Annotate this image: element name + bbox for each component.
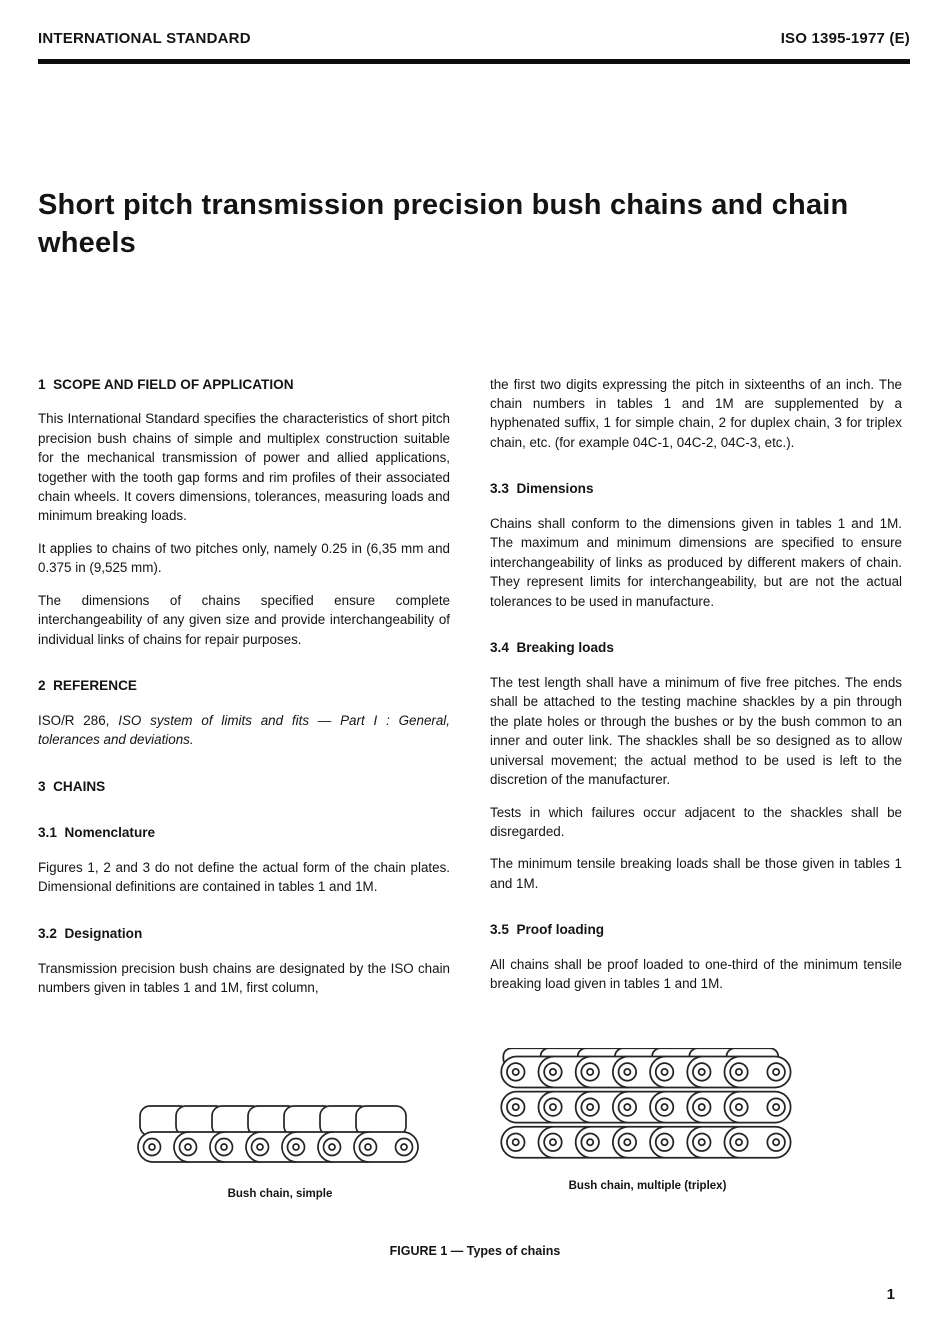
- section-3-4-paragraph-2: Tests in which failures occur adjacent to the shackles shall be disregarded.: [490, 804, 902, 839]
- section-3-5-heading: 3.5 Proof loading: [490, 922, 605, 938]
- section-3-5-paragraph-1: All chains shall be proof loaded to one-third of the minimum tensile breaking load given in tables 1 and 1M.: [490, 956, 902, 992]
- figure-bush-chain-multiple: [485, 1048, 810, 1192]
- header-rule: [38, 59, 910, 64]
- section-3-3-paragraph-1: Chains shall conform to the dimensions given in tables 1 and 1M. The maximum and minimum dimensions are specified to ensure interchangeability of links as produced by different makers of chain. They represent limits for interchangeability, but are not the actual tolerances to be used in manufacture.: [490, 515, 902, 609]
- body-columns: [38, 375, 910, 1011]
- caption-bush-chain-multiple: Bush chain, multiple (triplex): [568, 1180, 727, 1192]
- figure-1-label: FIGURE 1 — Types of chains: [389, 1244, 561, 1258]
- reference-number: ISO/R 286,: [38, 712, 119, 728]
- section-3-2-paragraph-1-continued: the first two digits expressing the pitch in sixteenths of an inch. The chain numbers in tables 1 and 1M are supplemented by a hyphenated suffix, 1 for simple chain, 2 for duplex chain, 3 for triplex chain, etc. (for example 04C-1, 04C-2, 04C-3, etc.).: [490, 376, 902, 450]
- reference-entry: [38, 711, 450, 750]
- section-3-1-heading: 3.1 Nomenclature: [38, 825, 156, 841]
- section-3-4-heading: 3.4 Breaking loads: [490, 640, 614, 656]
- section-1-paragraph-2: It applies to chains of two pitches only, namely 0.25 in (6,35 mm and 0.375 in (9,525 mm).: [38, 540, 450, 576]
- section-3-2-heading: 3.2 Designation: [38, 925, 143, 941]
- figure-bush-chain-simple: [125, 1104, 435, 1200]
- reference-title: ISO system of limits and fits — Part I : General, tolerances and deviations.: [38, 712, 450, 748]
- left-column: [38, 375, 450, 1011]
- section-3-heading: 3 CHAINS: [38, 778, 106, 794]
- section-2-heading: 2 REFERENCE: [38, 678, 137, 694]
- section-3-3-heading: 3.3 Dimensions: [490, 481, 594, 497]
- section-3-4-paragraph-3: The minimum tensile breaking loads shall be those given in tables 1 and 1M.: [490, 856, 902, 891]
- bush-chain-simple-illustration: [130, 1104, 430, 1166]
- section-1-paragraph-3: The dimensions of chains specified ensure complete interchangeability of any given size and provide interchangeability of individual links of chains for repair purposes.: [38, 592, 450, 647]
- right-column: [490, 375, 902, 1011]
- header-left-title: INTERNATIONAL STANDARD: [38, 30, 251, 47]
- section-1-heading: 1 SCOPE AND FIELD OF APPLICATION: [38, 376, 294, 392]
- bush-chain-triplex-illustration: [493, 1048, 803, 1160]
- section-3-2-paragraph-1: Transmission precision bush chains are designated by the ISO chain numbers given in tables 1 and 1M, first column,: [38, 960, 450, 996]
- section-3-4-paragraph-1: The test length shall have a minimum of five free pitches. The ends shall be attached to the testing machine shackles by a pin through the plate holes or through the bushes or by the bush common to an inner and outer link. The shackles shall be so designed as to allow universal movement; the actual method to be used is left to the discretion of the manufacturer.: [490, 674, 902, 788]
- caption-bush-chain-simple: Bush chain, simple: [227, 1188, 333, 1200]
- page-header: [38, 0, 910, 47]
- page-number: 1: [886, 1286, 895, 1303]
- document-title: Short pitch transmission precision bush chains and chain wheels: [38, 189, 849, 260]
- section-1-paragraph-1: This International Standard specifies the characteristics of short pitch precision bush chains of simple and multiplex construction suitable for the mechanical transmission of power and allied applications, together with the tooth gap forms and rim profiles of their associated chain wheels. It covers dimensions, tolerances, measuring loads and minimum breaking loads.: [38, 411, 450, 524]
- section-3-1-paragraph-1: Figures 1, 2 and 3 do not define the actual form of the chain plates. Dimensional definitions are contained in tables 1 and 1M.: [38, 860, 450, 895]
- header-right-title: ISO 1395-1977 (E): [780, 30, 910, 47]
